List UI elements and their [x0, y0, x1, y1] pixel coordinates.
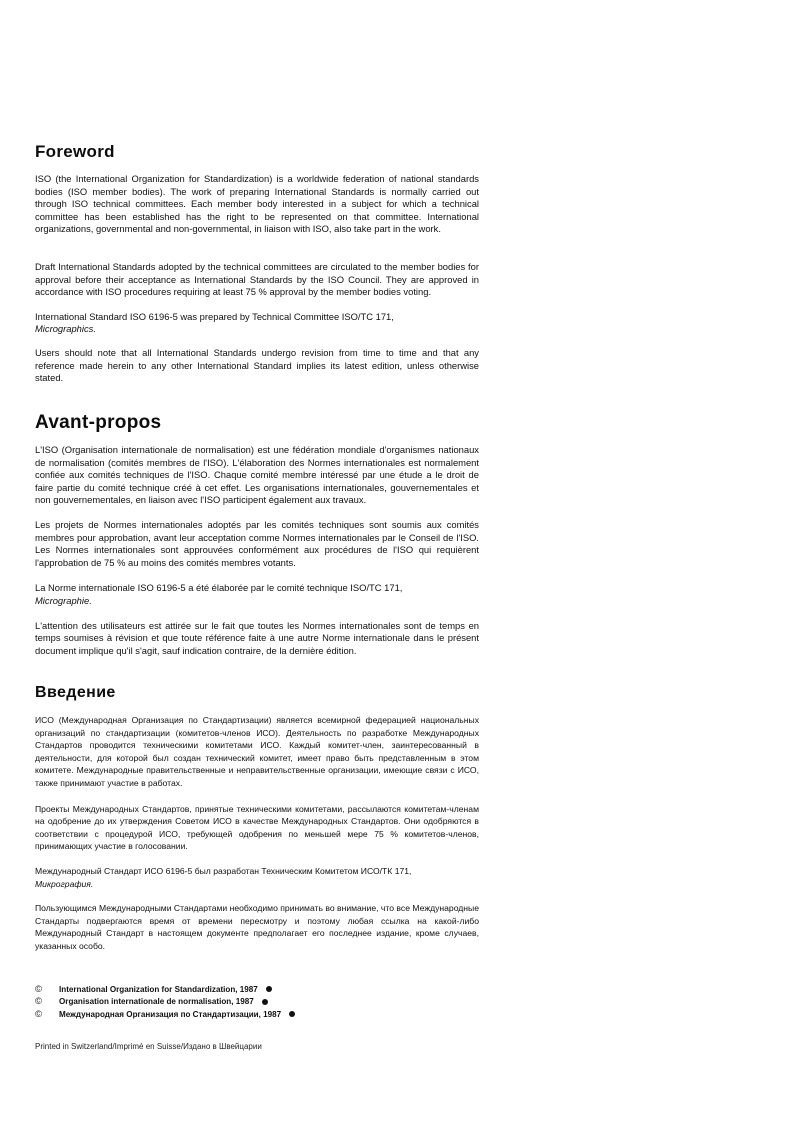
- foreword-standard-statement: International Standard ISO 6196-5 was prepared by Technical Committee ISO/TC 171,: [35, 310, 394, 322]
- foreword-committee-title: Micrographics.: [35, 323, 96, 335]
- printed-in-note: Printed in Switzerland/Imprimé en Suisse/Издано в Швейцарии: [35, 1042, 262, 1051]
- foreword-paragraph-2: Draft International Standards adopted by the technical committees are circulated to the member bodies for approval before their acceptance as International Standards by the ISO Council. They are approved in accordance with ISO procedures requiring at least 75 % approval by the member bodies voting.: [35, 261, 479, 298]
- bullet-dot-icon: [266, 986, 272, 992]
- copyright-icon: ©: [35, 1008, 42, 1020]
- copyright-block: [35, 983, 480, 1021]
- vvedenie-committee-title: Микрография.: [35, 878, 94, 889]
- avant-propos-standard-statement: La Norme internationale ISO 6196-5 a été élaborée par le comité technique ISO/TC 171,: [35, 582, 403, 594]
- vvedenie-paragraph-4: Пользующимся Международными Стандартами необходимо принимать во внимание, что все Международные Стандарты подвергаются время от времени пересмотру и поэтому любая ссылка на какой-либо Международный Стандарт в настоящем документе предполагает его последнее издание, кроме случаев, указанных особо.: [35, 903, 479, 951]
- copyright-text-ru: Международная Организация по Стандартизации, 1987: [59, 1009, 282, 1019]
- document-page: [35, 0, 480, 1125]
- avant-propos-heading: Avant-propos: [35, 412, 162, 433]
- avant-propos-paragraph-2: Les projets de Normes internationales adoptés par les comités techniques sont soumis aux comités membres pour approbation, avant leur acceptation comme Normes internationales par le Conseil de l'ISO. Les Normes internationales sont approuvées conformément aux procédures de l'ISO qui requièrent l'approbation de 75 % au moins des comités membres votants.: [35, 518, 479, 568]
- vvedenie-paragraph-2: Проекты Международных Стандартов, принятые техническими комитетами, рассылаются комитетам-членам на одобрение до их утверждения Советом ИСО в качестве Международных Стандартов. Они одобряются в соответствии с процедурой ИСО, требующей одобрения по меньшей мере 75 % комитетов-членов, принимающих участие в голосовании.: [35, 803, 479, 852]
- avant-propos-paragraph-4: L'attention des utilisateurs est attirée sur le fait que toutes les Normes internationales sont de temps en temps soumises à révision et que toute référence faite à une autre Norme internationale dans le présent document implique qu'il s'agit, sauf indication contraire, de la dernière édition.: [35, 619, 479, 656]
- copyright-line: [35, 996, 480, 1009]
- vvedenie-heading: Введение: [35, 684, 116, 701]
- foreword-paragraph-4: Users should note that all International Standards undergo revision from time to time and that any reference made herein to any other International Standard implies its latest edition, unless otherwise stated.: [35, 346, 479, 384]
- vvedenie-standard-statement: Международный Стандарт ИСО 6196-5 был разработан Техническим Комитетом ИСО/ТК 171,: [35, 865, 412, 876]
- avant-propos-committee-title: Micrographie.: [35, 594, 92, 606]
- copyright-line: [35, 1008, 480, 1021]
- vvedenie-paragraph-3: [35, 865, 479, 890]
- avant-propos-section: [35, 444, 479, 657]
- foreword-section: [35, 173, 479, 385]
- copyright-icon: ©: [35, 996, 42, 1008]
- foreword-paragraph-3: [35, 311, 479, 336]
- vvedenie-paragraph-1: ИСО (Международная Организация по Стандартизации) является всемирной федерацией национальных организаций по стандартизации (комитетов-членов ИСО). Деятельность по разработке Международных Стандартов проводится техническими комитетами ИСО. Каждый комитет-член, заинтересованный в деятельности, для которой был создан технический комитет, имеет право быть представленным в этом комитете. Международные правительственные и неправительственные организации, имеющие связи с ИСО, также принимают участие в работах.: [35, 715, 479, 788]
- copyright-icon: ©: [35, 983, 42, 995]
- foreword-paragraph-1: ISO (the International Organization for Standardization) is a worldwide federation of national standards bodies (ISO member bodies). The work of preparing International Standards is normally carried out through ISO technical committees. Each member body interested in a subject for which a technical committee has been established has the right to be represented on that committee. International organizations, governmental and non-governmental, in liaison with ISO, also take part in the work.: [35, 173, 479, 235]
- copyright-text-fr: Organisation internationale de normalisation, 1987: [59, 997, 254, 1007]
- copyright-line: [35, 983, 480, 996]
- avant-propos-paragraph-1: L'ISO (Organisation internationale de normalisation) est une fédération mondiale d'organismes nationaux de normalisation (comités membres de l'ISO). L'élaboration des Normes internationales est normalement confiée aux comités techniques de l'ISO. Chaque comité membre intéressé par une étude a le droit de faire partie du comité technique créé à cet effet. Les organisations internationales, gouvernementales et non gouvernementales, en liaison avec l'ISO participent également aux travaux.: [35, 444, 479, 506]
- avant-propos-paragraph-3: [35, 582, 479, 607]
- foreword-heading: Foreword: [35, 142, 115, 161]
- vvedenie-section: [35, 714, 479, 953]
- bullet-dot-icon: [289, 1011, 295, 1017]
- bullet-dot-icon: [262, 999, 268, 1005]
- copyright-text-en: International Organization for Standardization, 1987: [59, 984, 258, 994]
